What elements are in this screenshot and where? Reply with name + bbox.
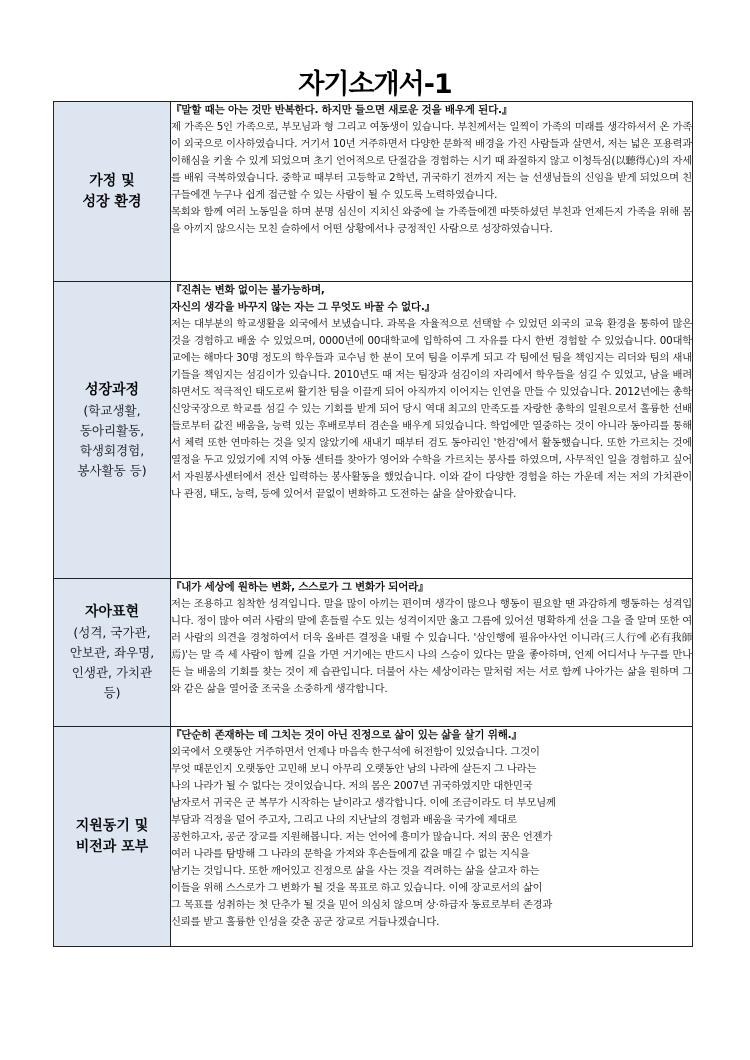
- section-quote: 『말할 때는 아는 것만 반복한다. 하지만 들으면 새로운 것을 배우게 된다.』: [171, 104, 513, 116]
- section-label-cell: [54, 102, 171, 282]
- section-sublabel: (성격, 국가관, 안보관, 좌우명, 인생관, 가치관 등): [69, 625, 155, 700]
- section-quote: 『단순히 존재하는 데 그치는 것이 아닌 진정으로 삶이 있는 삶을 살기 위해.』: [171, 729, 522, 741]
- section-body: 외국에서 오랫동안 거주하면서 언제나 마음속 한구석에 허전함이 있었습니다. 그것이 무엇 때문인지 오랫동안 고민해 보니 아무리 오랫동안 남의 나라에 살든지 그 나라는 나의 나라가 될 수 없다는 것이었습니다. 저의 몸은 2007년 귀국하였지만 대한민국 남자로서 귀국은 군 복무가 시작하는 날이라고 생각합니다. 이에 조금이라도 더 부모님께 부담과 걱정을 덜어 주고자, 그리고 나의 지난날의 경험과 배움을 국가에 제대로 공헌하고자, 공군 장교를 지원해봅니다. 저는 언어에 흥미가 많습니다. 저의 꿈은 언젠가 여러 나라를 탐방해 그 나라의 문학을 가져와 후손들에게 값을 매길 수 없는 지식을 남기는 것입니다. 또한 깨어있고 진정으로 삶을 사는 것을 격려하는 삶을 살고자 하는 이들을 위해 스스로가 그 변화가 될 것을 목표로 하고 있습니다. 이에 장교로서의 삶이 그 목표를 성취하는 첫 단추가 될 것을 믿어 의심치 않으며 상·하급자 동료로부터 존경과 신뢰를 받고 훌륭한 인성을 갖춘 공군 장교로 거듭나겠습니다.: [171, 746, 556, 928]
- section-content-cell: [171, 579, 693, 727]
- page-title: 자기소개서-1: [298, 69, 452, 100]
- section-label-cell: [54, 579, 171, 727]
- section-sublabel: (학교생활, 동아리활동, 학생회경험, 봉사활동 등): [77, 402, 147, 478]
- section-motivation-row: [54, 727, 693, 947]
- section-self-expression-row: [54, 579, 693, 727]
- self-introduction-table: [53, 101, 693, 947]
- section-body: 제 가족은 5인 가족으로, 부모님과 형 그리고 여동생이 있습니다. 부친께서는 일찍이 가족의 미래를 생각하셔서 온 가족이 외국으로 이사하였습니다. 거기서 10년 거주하면서 다양한 문화적 배경을 가진 사람들과 살면서, 저는 넓은 포용력과 이해심을 키울 수 있게 되었으며 초기 언어적으로 단절감을 경험하는 시기 때 좌절하지 않고 이청득심(以聽得心)의 자세를 배워 극복하였습니다. 중학교 때부터 고등학교 2학년, 귀국하기 전까지 저는 늘 선생님들의 신임을 받게 되었으며 친구들에겐 누구나 쉽게 접근할 수 있는 사람이 될 수 있도록 노력하였습니다. 목회와 함께 여러 노동일을 하며 분명 심신이 지치신 와중에 늘 가족들에겐 따뜻하셨던 부친과 언제든지 가족을 위해 몸을 아끼지 않으시는 모친 슬하에서 어떤 상황에서나 긍정적인 사람으로 성장하였습니다.: [171, 121, 692, 235]
- section-label: 성장과정: [84, 381, 140, 398]
- section-content-cell: [171, 727, 693, 947]
- section-content-cell: [171, 102, 693, 282]
- section-quote: 『진취는 변화 없이는 불가능하며, 자신의 생각을 바꾸지 않는 자는 그 무엇도 바꿀 수 없다.』: [171, 284, 435, 313]
- section-growth-row: [54, 282, 693, 579]
- section-label: 자아표현: [84, 604, 140, 620]
- section-content-cell: [171, 282, 693, 579]
- section-label: 지원동기 및 비전과 포부: [75, 817, 149, 855]
- section-family-row: [54, 102, 693, 282]
- section-label-cell: [54, 727, 171, 947]
- section-body: 저는 조용하고 침착한 성격입니다. 말을 많이 아끼는 편이며 생각이 많으나 행동이 필요할 땐 과감하게 행동하는 성격입니다. 정이 많아 여러 사람의 말에 흔들릴 수도 있는 성격이지만 옳고 그름에 있어선 명확하게 선을 그을 줄 알며 또한 여러 사람의 의견을 경청하여서 더욱 올바른 결정을 내릴 수 있습니다. '삼인행에 필유아사언 이니라(三人行에 必有我師焉)'는 말 즉 세 사람이 함께 길을 가면 거기에는 반드시 나의 스승이 있다는 말을 좋아하며, 언제 어디서나 누구를 만나든 늘 배움의 기회를 찾는 것이 제 습관입니다. 더불어 사는 세상이라는 말처럼 저는 서로 함께 나아가는 삶을 원하며 그와 같은 삶을 열어줄 조국을 소중하게 생각합니다.: [171, 598, 692, 695]
- section-label: 가정 및 성장 환경: [82, 172, 142, 210]
- section-quote: 『내가 세상에 원하는 변화, 스스로가 그 변화가 되어라』: [171, 581, 429, 593]
- section-body: 저는 대부분의 학교생활을 외국에서 보냈습니다. 과목을 자율적으로 선택할 수 있었던 외국의 교육 환경을 통하여 많은 것을 경험하고 배울 수 있었으며, 0000년에 00대학교에 입학하여 그 자유를 다시 한번 경험할 수 있었습니다. 00대학교에는 해마다 30명 정도의 학우들과 교수님 한 분이 모여 팀을 이루게 되고 각 팀에선 팀을 책임지는 리더와 팀의 새내기들을 책임지는 섬김이가 있습니다. 2010년도 때 저는 팀장과 섬김이의 자리에서 학우들을 섬길 수 있었고, 남을 배려하면서도 적극적인 태도로써 활기찬 팀을 이끌게 되어 아직까지 이어지는 인연을 만들 수 있었습니다. 2012년에는 총학 신앙국장으로 학교를 섬길 수 있는 기회를 받게 되어 당시 역대 최고의 만족도를 자랑한 총학의 일원으로서 훌륭한 선배들로부터 값진 배움을, 능력 있는 후배로부터 겸손을 배우게 되었습니다. 학업에만 열중하는 것이 아니라 동아리를 통해서 체력 또한 연마하는 것을 잊지 않았기에 새내기 때부터 검도 동아리인 '한검'에서 활동했습니다. 또한 가르치는 것에 열정을 두고 있었기에 지역 아동 센터를 찾아가 영어와 수학을 가르치는 봉사를 하였으며, 사무적인 일을 경험하고 싶어서 자원봉사센터에서 전산 입력하는 봉사활동을 했었습니다. 이와 같이 다양한 경험을 하는 가운데 저는 저의 가치관이나 관점, 태도, 능력, 등에 있어서 끝없이 변화하고 도전하는 삶을 살아왔습니다.: [171, 318, 692, 500]
- section-label-cell: [54, 282, 171, 579]
